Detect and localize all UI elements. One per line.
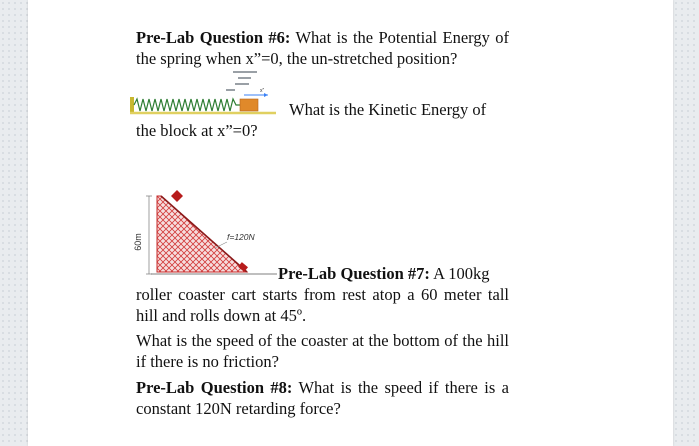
right-margin bbox=[673, 0, 699, 446]
question-6 bbox=[136, 27, 509, 69]
question-6-label: Pre-Lab Question #6: bbox=[136, 28, 291, 47]
question-8-text: What is the speed if there is a constant 120N retarding force? bbox=[136, 378, 509, 418]
force-label: f=120N bbox=[227, 232, 255, 242]
question-7-label: Pre-Lab Question #7: bbox=[278, 264, 430, 283]
question-7-text: roller coaster cart starts from rest atop a 60 meter tall hill and rolls down at 45º. bbox=[136, 285, 509, 325]
document-page bbox=[28, 0, 673, 446]
spring-coil bbox=[134, 99, 240, 111]
question-6b-right: What is the Kinetic Energy of bbox=[289, 100, 487, 119]
question-6b-left: the block at x”=0? bbox=[136, 121, 258, 140]
x-label: x” bbox=[260, 88, 265, 94]
question-7-line1-rest: A 100kg bbox=[429, 264, 490, 283]
question-8-label: Pre-Lab Question #8: bbox=[136, 378, 293, 397]
question-8 bbox=[136, 377, 509, 419]
question-7b-text: What is the speed of the coaster at the bottom of the hill if there is no friction? bbox=[136, 331, 509, 371]
question-6-text: What is the Potential Energy of the spring when x”=0, the un-stretched position? bbox=[136, 28, 509, 68]
spring-wall bbox=[130, 97, 134, 113]
coaster-cart-top bbox=[171, 190, 183, 202]
spring-figure bbox=[128, 68, 278, 118]
spring-block bbox=[240, 99, 258, 111]
height-label: 60m bbox=[133, 233, 143, 251]
left-margin bbox=[0, 0, 28, 446]
coaster-figure bbox=[127, 190, 277, 282]
question-7-first-line bbox=[278, 263, 489, 284]
tiny-caption-lines bbox=[226, 71, 257, 91]
